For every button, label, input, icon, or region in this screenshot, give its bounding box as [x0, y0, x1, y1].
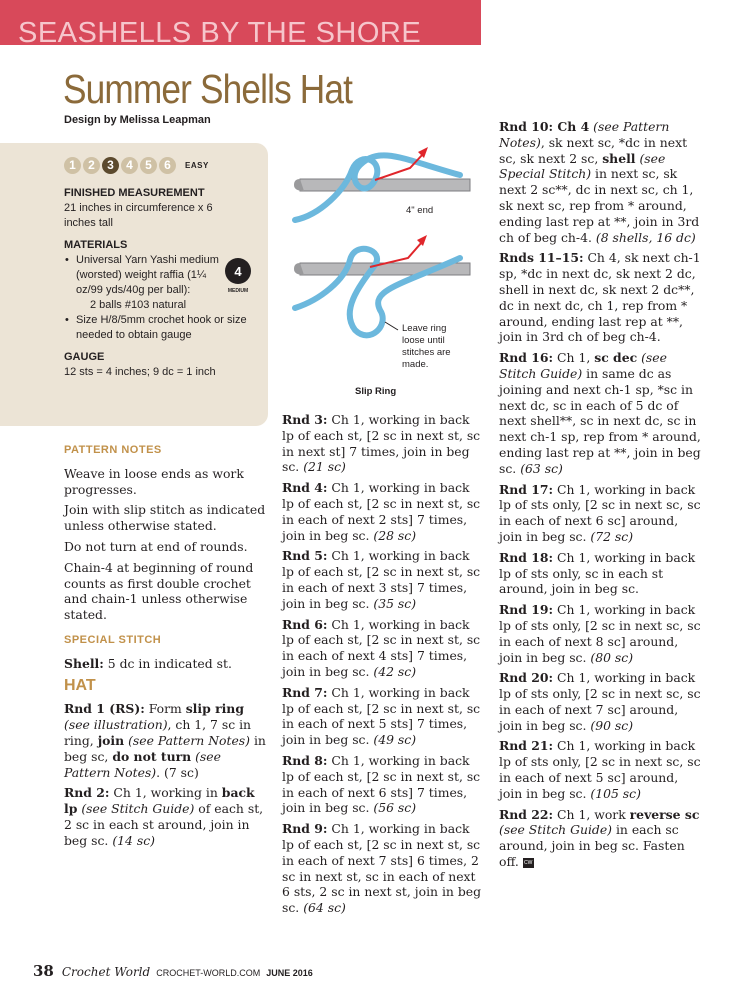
- section-banner: [0, 0, 481, 49]
- magazine-name: Crochet World: [61, 965, 151, 979]
- special-stitch-text: Shell: 5 dc in indicated st.: [64, 655, 232, 671]
- round-11-15: Rnds 11–15: Ch 4, sk next ch-1 sp, *dc in next dc, sk next 2 dc, shell in next dc, sk next 2 dc**, dc in next dc, ch 1, rep from * around, ending last rep at **, join in 3rd ch of beg ch-4.: [499, 250, 701, 345]
- round-5: Rnd 5: Ch 1, working in back lp of each st, [2 sc in next st, sc in each of next 3 sts] 7 times, join in beg sc. (35 sc): [282, 548, 481, 611]
- info-box: [0, 143, 268, 426]
- page-title: Summer Shells Hat: [63, 66, 353, 112]
- round-3: Rnd 3: Ch 1, working in back lp of each st, [2 sc in next st, sc in next st] 7 times, join in beg sc. (21 sc): [282, 412, 481, 475]
- gauge-text: 12 sts = 4 inches; 9 dc = 1 inch: [64, 366, 216, 378]
- round-20: Rnd 20: Ch 1, working in back lp of sts only, [2 sc in next sc, sc in each of next 7 sc] around, join in beg sc. (90 sc): [499, 670, 701, 733]
- list-item: [76, 253, 228, 313]
- skill-label: EASY: [185, 161, 209, 170]
- list-item: [76, 313, 254, 343]
- page-footer: [33, 962, 313, 980]
- illustration-label-loose: Leave ring loose until stitches are made.: [402, 323, 451, 370]
- yarn-weight-label: MEDIUM: [227, 288, 249, 294]
- round-6: Rnd 6: Ch 1, working in back lp of each st, [2 sc in next st, sc in each of next 4 sts] 7 times, join in beg sc. (42 sc): [282, 616, 481, 679]
- skill-level: [64, 157, 254, 174]
- illustration-label-end: 4" end: [406, 205, 434, 216]
- round-21: Rnd 21: Ch 1, working in back lp of sts only, [2 sc in next sc, sc in each of next 5 sc] around, join in beg sc. (105 sc): [499, 738, 701, 801]
- banner-text: SEASHELLS BY THE SHORE: [18, 17, 422, 49]
- round-4: Rnd 4: Ch 1, working in back lp of each st, [2 sc in next st, sc in each of next 2 sts] 7 times, join in beg sc. (28 sc): [282, 480, 481, 543]
- pattern-note: Do not turn at end of rounds.: [64, 538, 248, 554]
- skill-level-3-icon: 3: [102, 157, 119, 174]
- special-stitch-heading: SPECIAL STITCH: [64, 633, 162, 646]
- skill-level-4-icon: 4: [121, 157, 138, 174]
- illustration-caption: Slip Ring: [355, 386, 397, 397]
- gauge-heading: GAUGE: [64, 351, 105, 363]
- page-number: 38: [33, 962, 54, 980]
- materials-list: [64, 253, 247, 343]
- round-9-continued: [499, 66, 705, 114]
- column-3: [499, 66, 705, 875]
- round-7: Rnd 7: Ch 1, working in back lp of each st, [2 sc in next st, sc in each of next 5 sts] 7 times, join in beg sc. (49 sc): [282, 684, 481, 748]
- hook-bottom-icon: [294, 235, 470, 335]
- yarn-weight-number: 4: [225, 258, 251, 284]
- pattern-note: Weave in loose ends as work progresses.: [64, 465, 244, 497]
- round-17: Rnd 17: Ch 1, working in back lp of sts only, [2 sc in next sc, sc in each of next 6 sc] around, join in beg sc. (72 sc): [499, 481, 701, 544]
- finished-heading: FINISHED MEASUREMENT: [64, 187, 205, 199]
- round-19: Rnd 19: Ch 1, working in back lp of sts only, [2 sc in next sc, sc in each of next 8 sc] around, join in beg sc. (80 sc): [499, 602, 701, 665]
- pattern-note: Join with slip stitch as indicated unless otherwise stated.: [64, 502, 266, 534]
- skill-level-6-icon: 6: [159, 157, 176, 174]
- skill-level-5-icon: 5: [140, 157, 157, 174]
- end-mark-icon: CW: [524, 859, 533, 866]
- round-1: Rnd 1 (RS): Form slip ring (see illustration), ch 1, 7 sc in ring, join (see Pattern Notes) in beg sc, do not turn (see Pattern Notes). (7 sc): [64, 701, 266, 780]
- materials-heading: MATERIALS: [64, 239, 128, 251]
- round-10: Rnd 10: Ch 4 (see Pattern Notes), sk next sc, *dc in next sc, sk next 2 sc, shell (see Special Stitch) in next sc, sk next 2 sc**, dc in next sc, ch 1, sk next sc, rep from * around, ending last rep at **, join in 3rd ch of beg ch-4. (8 shells, 16 dc): [499, 119, 700, 245]
- pattern-notes-heading: PATTERN NOTES: [64, 444, 162, 456]
- yarn-weight-icon: [218, 258, 258, 299]
- materials-item-yarn-sub: 2 balls #103 natural: [90, 299, 187, 311]
- column-2: [282, 412, 484, 916]
- materials-item-hook: Size H/8/5mm crochet hook or size needed to obtain gauge: [76, 314, 247, 341]
- materials-item-yarn: Universal Yarn Yashi medium (worsted) weight raffia (1¼ oz/99 yds/40g per ball):: [76, 254, 219, 296]
- pattern-note: Chain-4 at beginning of round counts as first double crochet and chain-1 unless otherwise stated.: [64, 559, 254, 623]
- finished-text: 21 inches in circumference x 6 inches tall: [64, 202, 213, 229]
- round-16: Rnd 16: Ch 1, sc dec (see Stitch Guide) in same dc as joining and next ch-1 sp, *sc in next dc, sc in each of 5 dc of next shell**, sc in next dc, sc in next ch-1 sp, rep from * around, ending last rep at **, join in beg sc. (63 sc): [499, 350, 701, 476]
- round-9-start: Rnd 9: Ch 1, working in back lp of each st, [2 sc in next st, sc in each of next 7 sts] 6 times, 2 sc in next st, sc in each of next 6 sts, 2 sc in next st, join in beg sc. (64 sc): [282, 821, 482, 916]
- hook-top-icon: [294, 147, 470, 220]
- round-22: Rnd 22: Ch 1, work reverse sc (see Stitch Guide) in each sc around, join in beg sc. Fasten off. CW: [499, 806, 700, 870]
- designer-credit: Design by Melissa Leapman: [64, 114, 211, 126]
- round-18: Rnd 18: Ch 1, working in back lp of sts only, sc in each st around, join in beg sc.: [499, 549, 696, 597]
- round-2: Rnd 2: Ch 1, working in back lp (see Stitch Guide) of each st, 2 sc in each st around, join in beg sc. (14 sc): [64, 785, 264, 848]
- skill-level-1-icon: 1: [64, 157, 81, 174]
- round-8: Rnd 8: Ch 1, working in back lp of each st, [2 sc in next st, sc in each of next 6 sts] 7 times, join in beg sc. (56 sc): [282, 752, 481, 816]
- issue-date: JUNE 2016: [266, 968, 313, 978]
- magazine-site: CROCHET-WORLD.COM: [156, 968, 261, 978]
- skill-level-2-icon: 2: [83, 157, 100, 174]
- column-1: [64, 443, 269, 854]
- hat-heading: HAT: [64, 676, 96, 694]
